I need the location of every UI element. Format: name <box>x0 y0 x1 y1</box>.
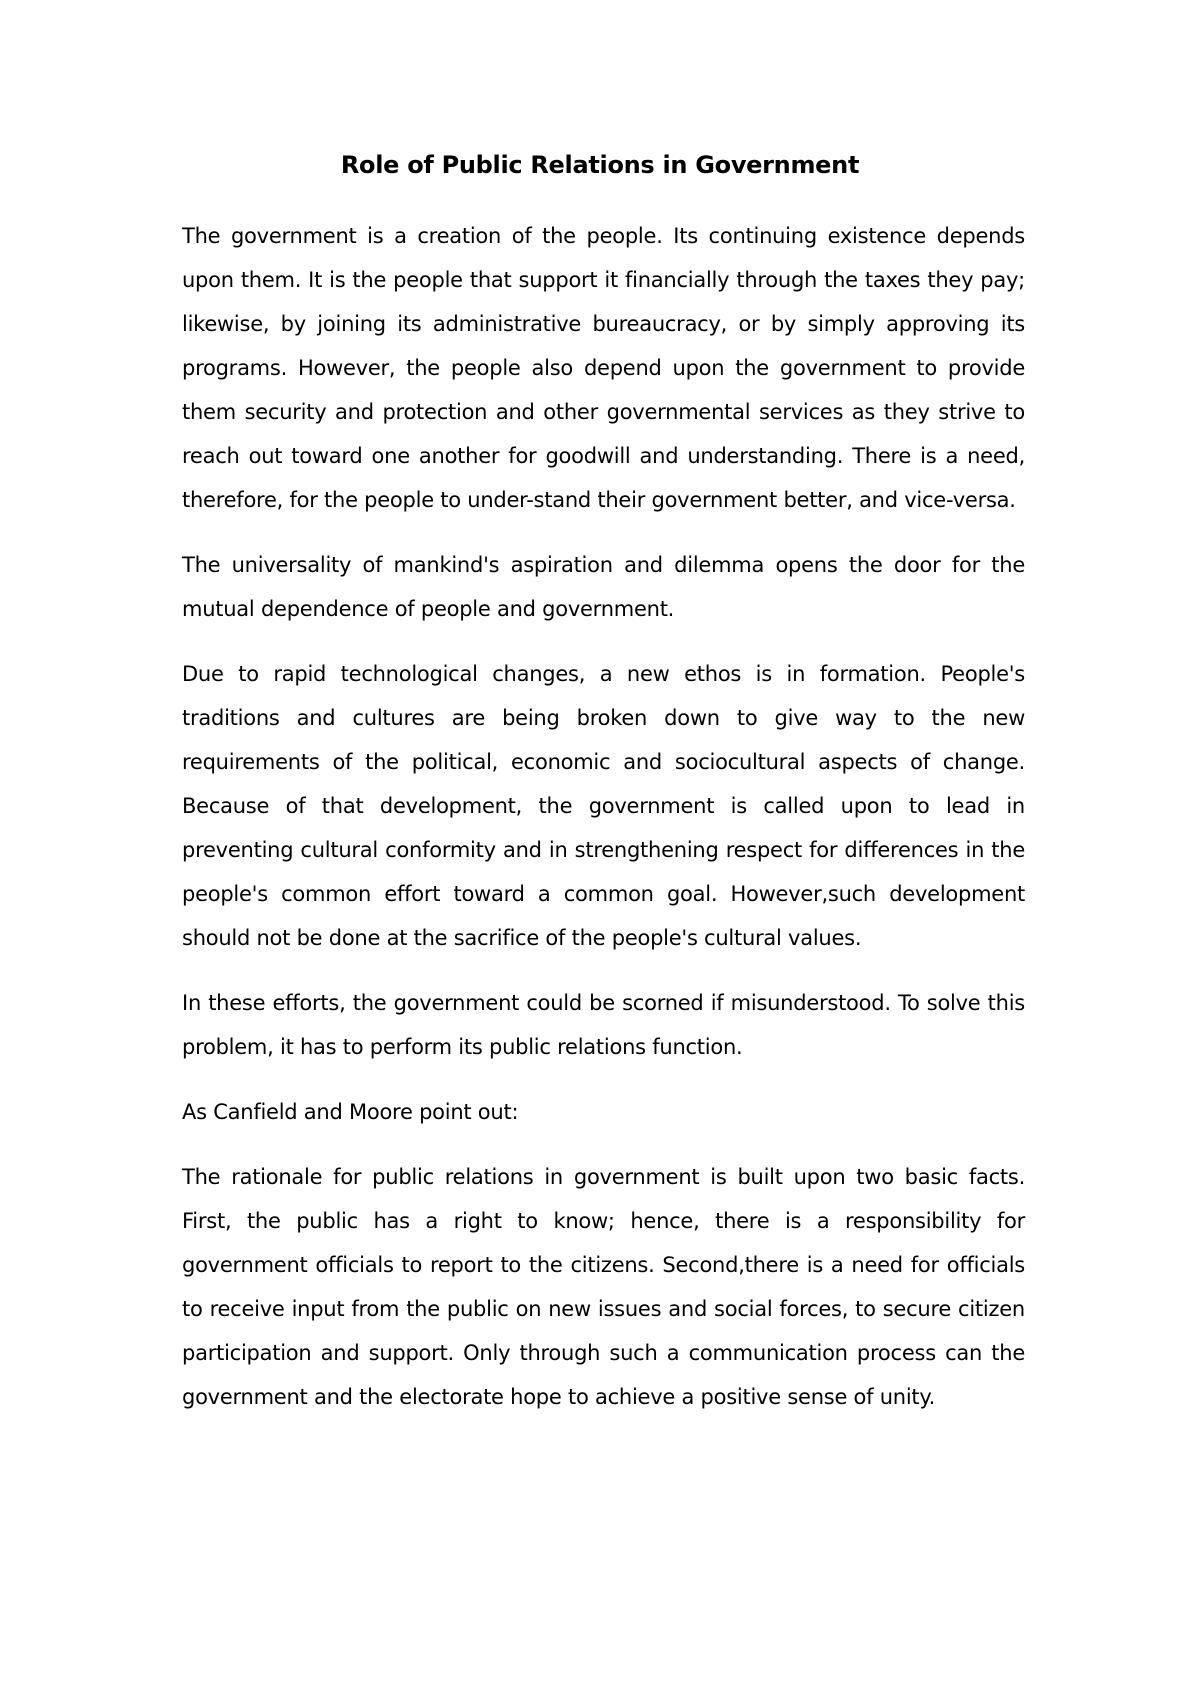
paragraph-efforts: In these efforts, the government could be scorned if misunderstood. To solve this problem, it has to perform its public relations function. <box>182 991 1025 1059</box>
paragraph-technological-changes: Due to rapid technological changes, a new ethos is in formation. People's traditions and cultures are being broken down to give way to the new requirements of the political, economic and sociocultural aspects of change. Because of that development, the government is called upon to lead in preventing cultural conformity and in strengthening respect for differences in the people's common effort toward a common goal. However,such development should not be done at the sacrifice of the people's cultural values. <box>182 662 1025 950</box>
document-body <box>182 214 1025 1440</box>
paragraph-intro: The government is a creation of the people. Its continuing existence depends upon them. It is the people that support it financially through the taxes they pay; likewise, by joining its administrative bureaucracy, or by simply approving its programs. However, the people also depend upon the government to provide them security and protection and other governmental services as they strive to reach out toward one another for goodwill and understanding. There is a need, therefore, for the people to under-stand their government better, and vice-versa. <box>182 224 1025 512</box>
paragraph-canfield-moore: As Canfield and Moore point out: <box>182 1100 519 1124</box>
document-title: Role of Public Relations in Government <box>340 151 860 179</box>
paragraph-universality: The universality of mankind's aspiration and dilemma opens the door for the mutual dependence of people and government. <box>182 553 1025 621</box>
paragraph-rationale-quote: The rationale for public relations in government is built upon two basic facts. First, the public has a right to know; hence, there is a responsibility for government officials to report to the citizens. Second,there is a need for officials to receive input from the public on new issues and social forces, to secure citizen participation and support. Only through such a communication process can the government and the electorate hope to achieve a positive sense of unity. <box>182 1165 1025 1409</box>
